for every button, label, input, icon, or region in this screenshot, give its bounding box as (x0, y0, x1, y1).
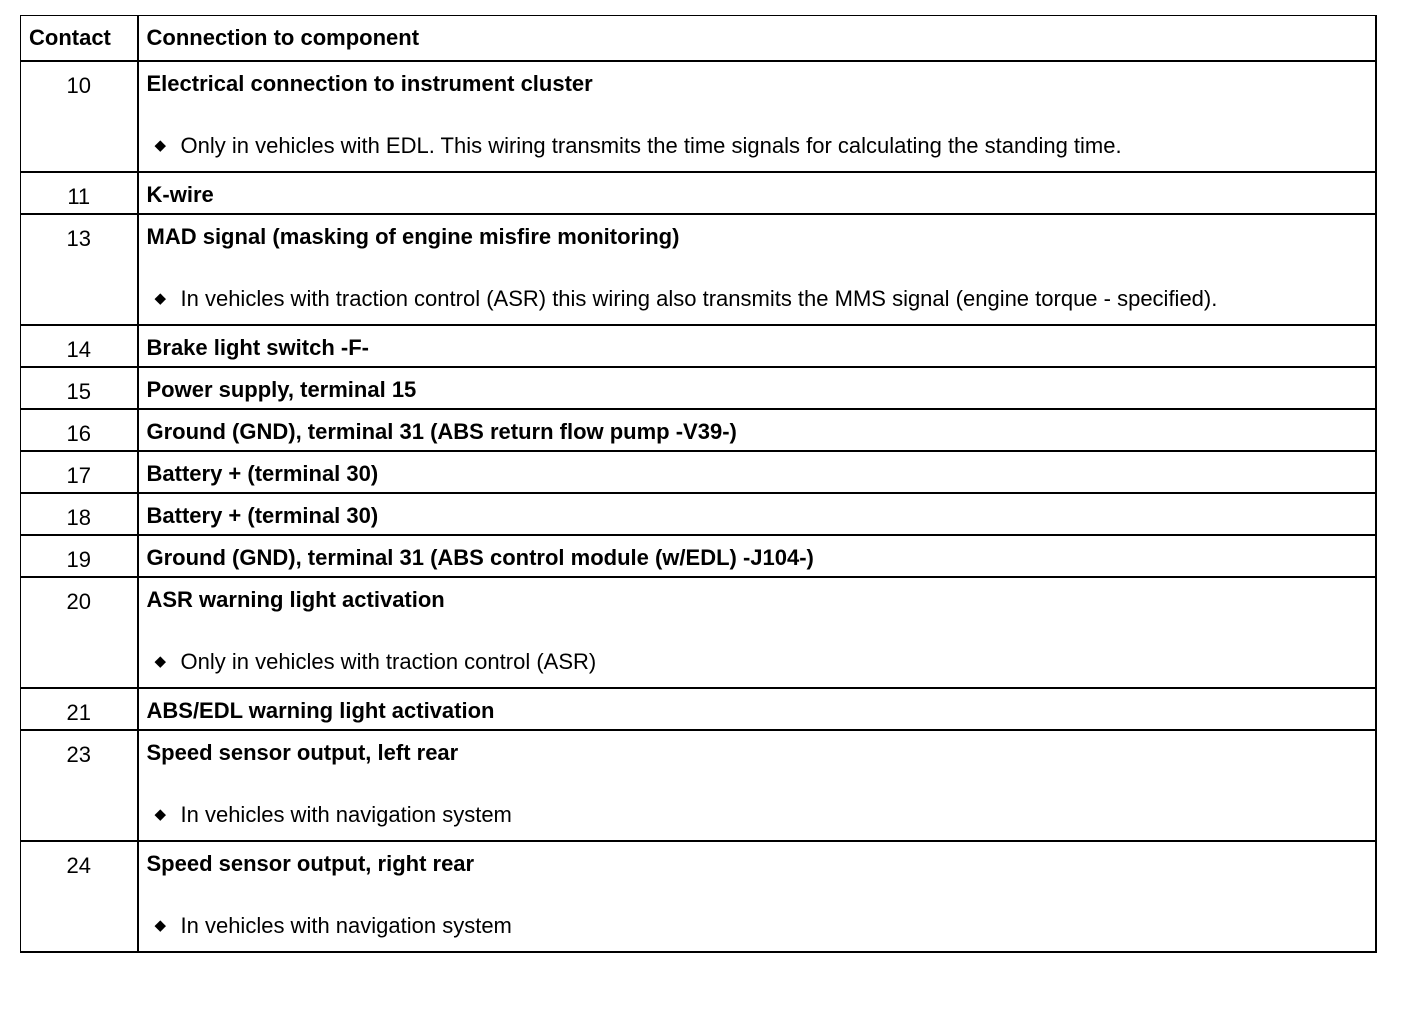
diamond-bullet-icon: ◆ (154, 653, 167, 670)
diamond-bullet-icon: ◆ (154, 806, 167, 823)
connection-title: Speed sensor output, right rear (146, 851, 475, 876)
connection-title: Battery + (terminal 30) (146, 461, 379, 486)
contact-number: 15 (21, 367, 138, 409)
connection-cell (138, 493, 1376, 535)
connection-note (147, 286, 1375, 312)
connection-title: Ground (GND), terminal 31 (ABS control module (w/EDL) -J104-) (146, 545, 814, 570)
connection-cell (138, 577, 1376, 688)
contact-number: 23 (21, 730, 138, 841)
connection-cell (138, 730, 1376, 841)
connection-note (147, 802, 1375, 828)
connection-cell (138, 172, 1376, 214)
connection-note-text: In vehicles with navigation system (180, 913, 512, 938)
contact-number: 16 (21, 409, 138, 451)
connection-cell (138, 688, 1376, 730)
table-row (21, 841, 1376, 952)
contact-number: 19 (21, 535, 138, 577)
connection-cell (138, 367, 1376, 409)
connection-title: MAD signal (masking of engine misfire monitoring) (146, 224, 680, 249)
contacts-table (20, 15, 1377, 953)
connection-note-text: Only in vehicles with traction control (ASR) (180, 649, 597, 674)
connection-cell (138, 325, 1376, 367)
header-contact: Contact (21, 16, 138, 62)
table-row (21, 409, 1376, 451)
connection-note (147, 649, 1375, 675)
connection-note-text: In vehicles with navigation system (180, 802, 512, 827)
diamond-bullet-icon: ◆ (154, 917, 167, 934)
table-row (21, 493, 1376, 535)
table-row (21, 214, 1376, 325)
connection-cell (138, 841, 1376, 952)
connection-title: Brake light switch -F- (146, 335, 369, 360)
connection-note (147, 913, 1375, 939)
table-row (21, 61, 1376, 172)
contact-number: 13 (21, 214, 138, 325)
connection-cell (138, 409, 1376, 451)
table-row (21, 730, 1376, 841)
contact-number: 21 (21, 688, 138, 730)
connection-title: ASR warning light activation (146, 587, 445, 612)
table-row (21, 535, 1376, 577)
connection-cell (138, 535, 1376, 577)
table-row (21, 577, 1376, 688)
connection-title: Power supply, terminal 15 (146, 377, 417, 402)
connection-cell (138, 214, 1376, 325)
connection-title: K-wire (146, 182, 214, 207)
diamond-bullet-icon: ◆ (154, 290, 167, 307)
connection-cell (138, 451, 1376, 493)
connection-note-text: In vehicles with traction control (ASR) this wiring also transmits the MMS signal (engine torque - specified). (180, 286, 1218, 311)
connection-title: Battery + (terminal 30) (146, 503, 379, 528)
table-row (21, 325, 1376, 367)
connection-cell (138, 61, 1376, 172)
connection-title: Electrical connection to instrument cluster (146, 71, 593, 96)
connection-title: Speed sensor output, left rear (146, 740, 459, 765)
diamond-bullet-icon: ◆ (154, 137, 167, 154)
table-row (21, 172, 1376, 214)
contact-number: 18 (21, 493, 138, 535)
contact-number: 11 (21, 172, 138, 214)
contact-number: 14 (21, 325, 138, 367)
connection-note (147, 133, 1375, 159)
connection-title: ABS/EDL warning light activation (146, 698, 495, 723)
header-row (21, 16, 1376, 62)
connection-title: Ground (GND), terminal 31 (ABS return flow pump -V39-) (146, 419, 737, 444)
contact-number: 24 (21, 841, 138, 952)
table-row (21, 688, 1376, 730)
table-row (21, 451, 1376, 493)
connection-note-text: Only in vehicles with EDL. This wiring transmits the time signals for calculating the standing time. (180, 133, 1122, 158)
header-connection: Connection to component (138, 16, 1376, 62)
contact-number: 20 (21, 577, 138, 688)
contact-number: 10 (21, 61, 138, 172)
contact-number: 17 (21, 451, 138, 493)
table-row (21, 367, 1376, 409)
